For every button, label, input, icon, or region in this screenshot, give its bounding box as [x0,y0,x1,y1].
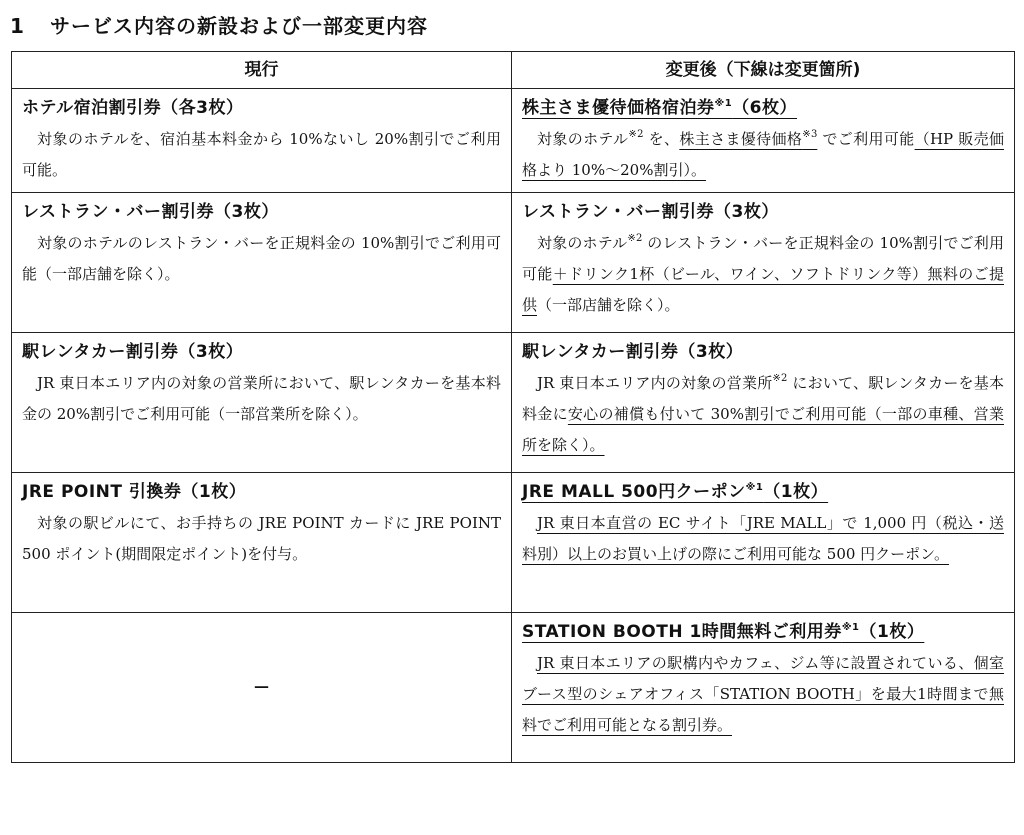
item-description: 対象のホテルのレストラン・バーを正規料金の 10%割引でご利用可能（一部店舗を除く）。 [22,234,501,283]
item-description: 対象のホテル$^{※2}$ のレストラン・バーを正規料金の 10%割引でご利用可能＋ドリンク1杯（ビール、ワイン、ソフトドリンク等）無料のご提供（一部店舗を除く）。 [522,233,1004,314]
cell-current [12,333,512,473]
cell-current [12,89,512,193]
item-title: JRE POINT 引換券（1枚） [22,482,247,502]
section-number: 1 [10,14,25,38]
cell-current [12,193,512,333]
item-title: 駅レンタカー割引券（3枚） [22,342,244,362]
item-description: JR 東日本直営の EC サイト「JRE MALL」で 1,000 円（税込・送料別）以上のお買い上げの際にご利用可能な 500 円クーポン。 [522,514,1004,563]
header-after: 変更後（下線は変更箇所) [512,52,1015,89]
item-title: 株主さま優待価格宿泊券$^{※1}$（6枚） [522,98,798,118]
item-description: 対象のホテルを、宿泊基本料金から 10%ないし 20%割引でご利用可能。 [22,130,501,179]
item-title: JRE MALL 500円クーポン$^{※1}$（1枚） [522,482,829,502]
table-row [12,89,1015,193]
table-header-row [12,52,1015,89]
item-description: 対象の駅ビルにて、お手持ちの JRE POINT カードに JRE POINT 500 ポイント(期間限定ポイント)を付与。 [22,514,501,563]
cell-current-empty [12,613,512,763]
item-title: ホテル宿泊割引券（各3枚） [22,98,244,118]
item-title: レストラン・バー割引券（3枚） [522,202,779,222]
table-row [12,193,1015,333]
item-description: JR 東日本エリアの駅構内やカフェ、ジム等に設置されている、個室ブース型のシェアオフィス「STATION BOOTH」を最大1時間まで無料でご利用可能となる割引券。 [522,654,1004,734]
cell-after [512,473,1015,613]
cell-after [512,333,1015,473]
item-title: レストラン・バー割引券（3枚） [22,202,279,222]
table-row [12,613,1015,763]
dash-mark: — [254,677,269,695]
comparison-table [11,51,1015,763]
cell-after [512,89,1015,193]
item-title: 駅レンタカー割引券（3枚） [522,342,744,362]
table-row [12,333,1015,473]
item-description: JR 東日本エリア内の対象の営業所$^{※2}$ において、駅レンタカーを基本料金に安心の補償も付いて 30%割引でご利用可能（一部の車種、営業所を除く）。 [522,373,1004,454]
cell-after [512,193,1015,333]
header-current: 現行 [12,52,512,89]
table-row [12,473,1015,613]
section-title: サービス内容の新設および一部変更内容 [50,14,428,38]
item-title: STATION BOOTH 1時間無料ご利用券$^{※1}$（1枚） [522,622,925,642]
item-description: 対象のホテル$^{※2}$ を、株主さま優待価格$^{※3}$ でご利用可能（HP 販売価格より 10%～20%割引）。 [522,129,1004,179]
item-description: JR 東日本エリア内の対象の営業所において、駅レンタカーを基本料金の 20%割引でご利用可能（一部営業所を除く）。 [22,374,501,423]
section-heading [10,10,428,39]
cell-after [512,613,1015,763]
cell-current [12,473,512,613]
